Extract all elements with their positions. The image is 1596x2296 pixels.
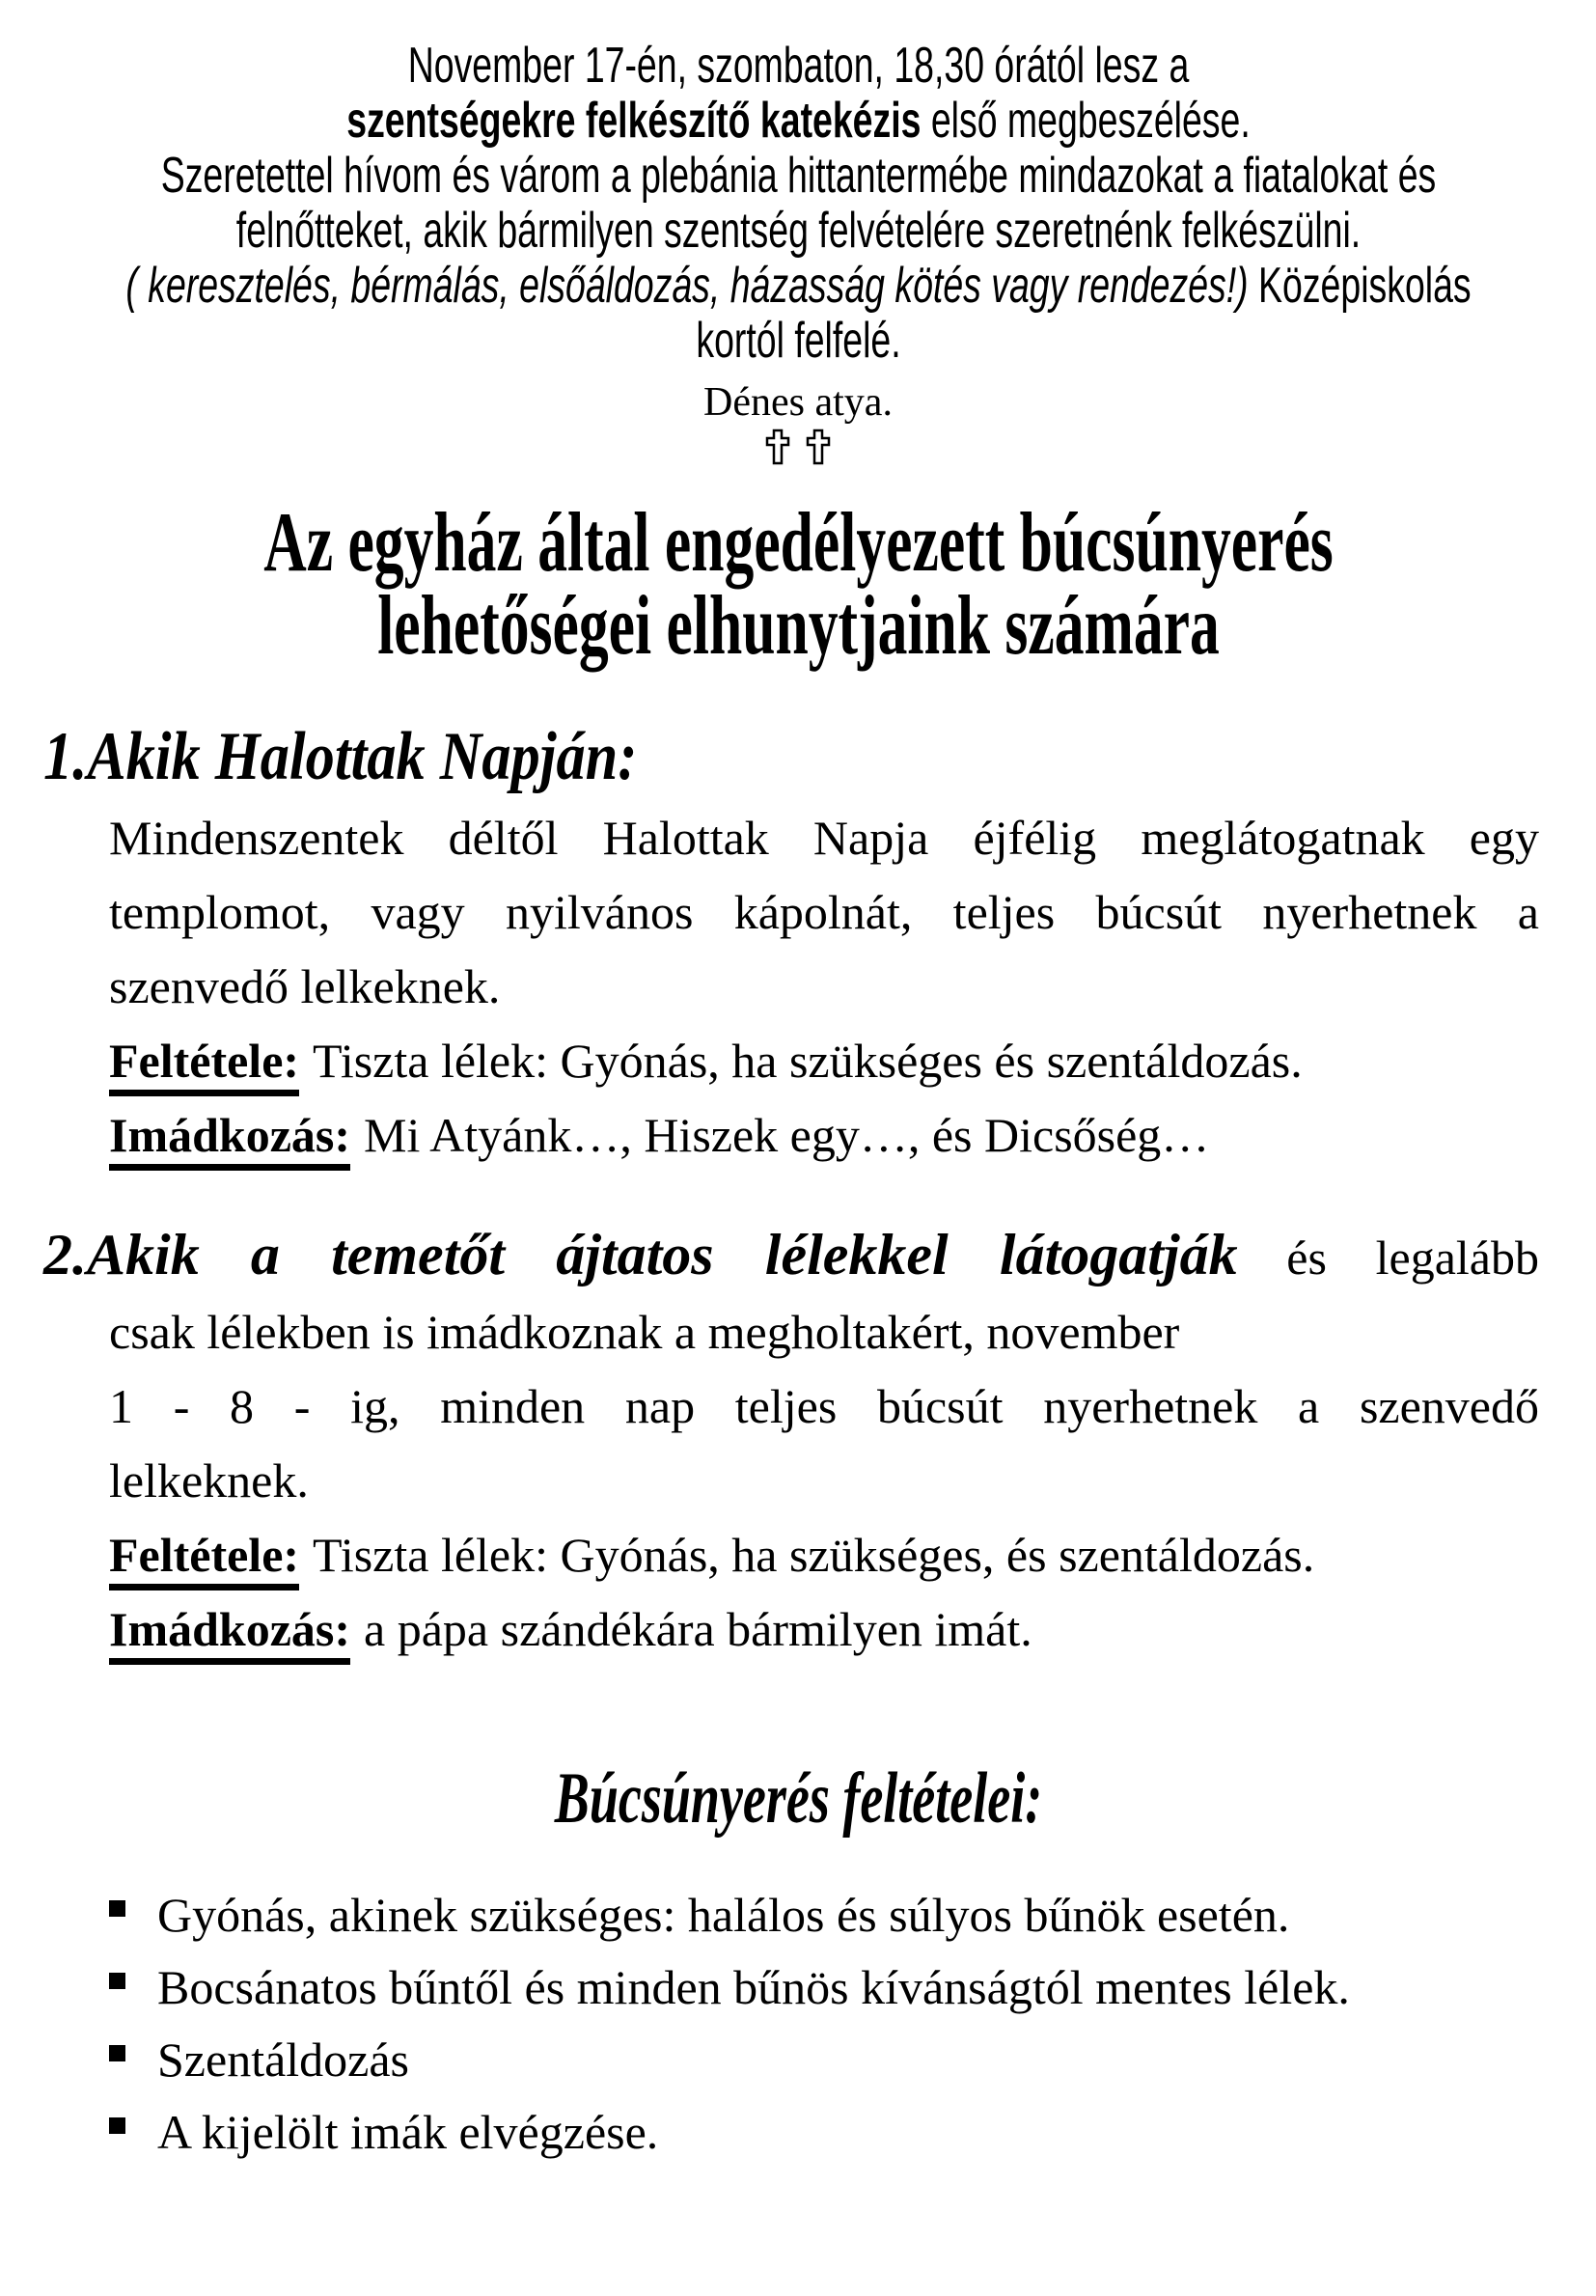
section-1-heading	[0, 720, 1596, 793]
main-title	[0, 496, 1596, 673]
section-2-heading-text: Akik a temetőt ájtatos lélekkel látogatják	[87, 1223, 1238, 1286]
list-item	[109, 1879, 1596, 1951]
latin-cross-icon	[765, 429, 790, 465]
section-2-body-line-4: lelkeknek.	[109, 1453, 309, 1508]
intro-line-5	[1, 259, 1596, 314]
feltetele-label: Feltétele:	[109, 1034, 299, 1096]
list-item-text: A kijelölt imák elvégzése.	[157, 2105, 659, 2159]
intro-line-6	[1, 314, 1596, 369]
bullet-square-icon	[109, 2045, 125, 2061]
section-1-body	[109, 801, 1539, 1024]
bullet-square-icon	[109, 1973, 125, 1989]
catechesis-bold-text: szentségekre felkészítő katekézis	[346, 93, 922, 149]
list-item-text: Bocsánatos bűntől és minden bűnös kívánságtól mentes lélek.	[157, 1960, 1350, 2014]
feltetele-text: Tiszta lélek: Gyónás, ha szükséges, és szentáldozás.	[313, 1528, 1315, 1582]
list-item-text: Gyónás, akinek szükséges: halálos és súlyos bűnök esetén.	[157, 1888, 1290, 1942]
intro-line-3-text: Szeretettel hívom és várom a plebánia hittantermébe mindazokat a fiatalokat és	[160, 148, 1437, 204]
section-2-number: 2.	[43, 1223, 87, 1286]
main-title-line-1: Az egyház által engedélyezett búcsúnyerés	[263, 496, 1334, 590]
intro-line-4-text: felnőtteket, akik bármilyen szentség felvételére szeretnénk felkészülni.	[235, 203, 1362, 259]
intro-announcement	[1, 39, 1596, 369]
intro-line-2	[1, 94, 1596, 149]
imadkozas-label: Imádkozás:	[109, 1108, 350, 1171]
section-2-body-line-2: csak lélekben is imádkoznak a megholtakért, november	[109, 1305, 1180, 1359]
imadkozas-label: Imádkozás:	[109, 1602, 350, 1665]
main-title-line-2: lehetőségei elhunytjaink számára	[377, 579, 1220, 673]
section-2	[43, 1218, 1539, 1667]
section-2-heading-rest: és legalább	[1237, 1231, 1539, 1285]
feltetele-text: Tiszta lélek: Gyónás, ha szükséges és szentáldozás.	[313, 1034, 1303, 1088]
double-cross-row	[0, 429, 1596, 467]
conditions-list	[0, 1879, 1596, 2169]
section-2-condition-line	[109, 1518, 1539, 1592]
imadkozas-text: a pápa szándékára bármilyen imát.	[364, 1602, 1032, 1656]
latin-cross-icon	[806, 429, 831, 465]
intro-line-1-text: November 17-én, szombaton, 18,30 órától lesz a	[407, 38, 1190, 94]
section-1-body-line-1: Mindenszentek déltől Halottak Napja éjfélig meglátogatnak egy	[109, 811, 1539, 865]
signature: Dénes atya.	[703, 380, 893, 425]
section-1-body-line-2: templomot, vagy nyilvános kápolnát, teljes búcsút nyerhetnek a	[109, 885, 1539, 939]
intro-line-3	[1, 149, 1596, 204]
intro-line-2-rest: első megbeszélése.	[921, 93, 1251, 149]
sacraments-italic-text: ( keresztelés, bérmálás, elsőáldozás, házasság kötés vagy rendezés!)	[125, 258, 1249, 314]
list-item-text: Szentáldozás	[157, 2033, 410, 2087]
list-item	[109, 2024, 1596, 2096]
imadkozas-text: Mi Atyánk…, Hiszek egy…, és Dicsőség…	[364, 1108, 1210, 1162]
section-1	[0, 801, 1539, 1667]
section-1-heading-text: Akik Halottak Napján:	[87, 719, 638, 794]
subheading-indulgence-conditions: Búcsúnyerés feltételei:	[554, 1758, 1043, 1839]
section-2-prayer-line	[109, 1592, 1539, 1667]
intro-line-5-rest: Középiskolás	[1248, 258, 1472, 314]
list-item	[109, 2096, 1596, 2169]
section-2-body-line-3: 1 - 8 - ig, minden nap teljes búcsút nyerhetnek a szenvedő	[109, 1379, 1539, 1433]
section-1-condition-line	[109, 1024, 1539, 1098]
section-1-number: 1.	[43, 719, 88, 794]
section-1-body-line-3: szenvedő lelkeknek.	[109, 959, 501, 1013]
intro-line-1	[1, 39, 1596, 94]
document-page	[0, 39, 1596, 2296]
intro-line-6-text: kortól felfelé.	[696, 313, 901, 369]
section-1-prayer-line	[109, 1098, 1539, 1173]
section-2-heading-line	[43, 1218, 1539, 1295]
intro-line-4	[1, 204, 1596, 259]
bullet-square-icon	[109, 2117, 125, 2134]
list-item	[109, 1951, 1596, 2024]
feltetele-label: Feltétele:	[109, 1528, 299, 1591]
bullet-square-icon	[109, 1900, 125, 1917]
